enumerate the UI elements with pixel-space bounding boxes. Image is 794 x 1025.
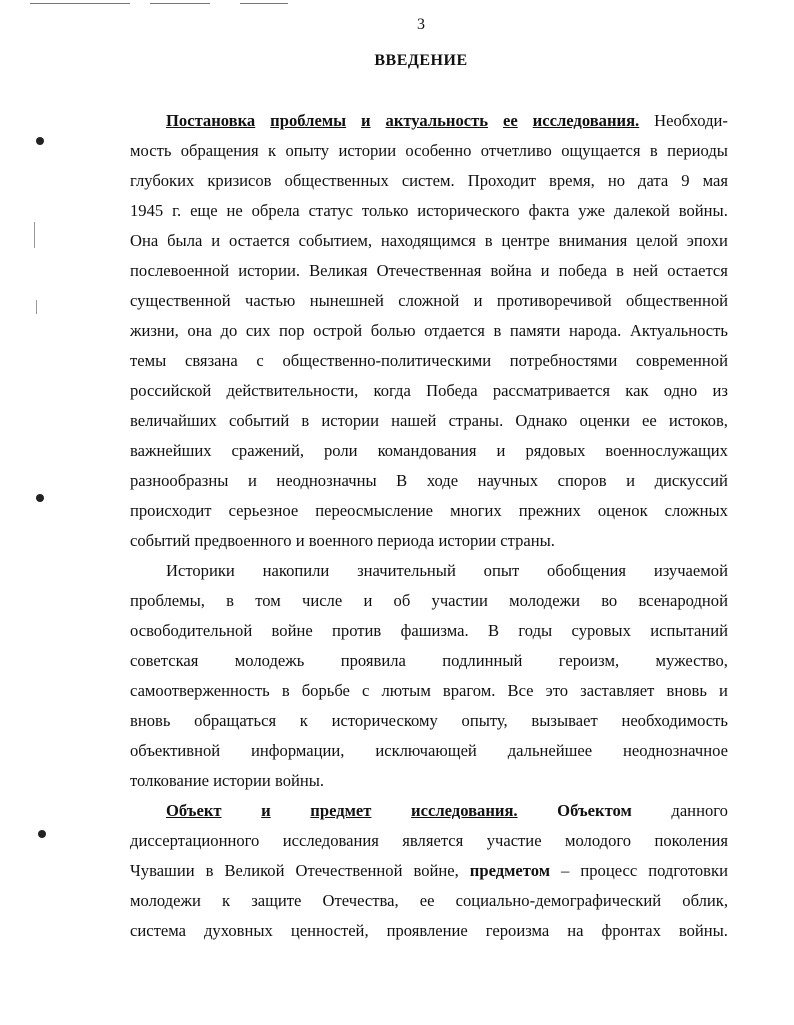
word: многих: [450, 501, 502, 520]
word: только: [361, 201, 409, 220]
word: вызывает: [531, 711, 598, 730]
word: и: [496, 441, 506, 460]
word: ее: [503, 111, 518, 130]
word: опыту,: [461, 711, 508, 730]
word: подлинный: [442, 651, 523, 670]
word: истории.: [238, 261, 300, 280]
word: –: [561, 861, 570, 880]
text-line: [130, 256, 728, 286]
word: жизни,: [130, 321, 179, 340]
word: подготовки: [648, 861, 728, 880]
text-line: [130, 766, 728, 796]
binder-hole: [36, 137, 44, 145]
text-line: [130, 616, 728, 646]
word: и: [211, 231, 221, 250]
text-line: [130, 496, 728, 526]
text-line: [130, 856, 728, 886]
word: глубоких: [130, 171, 195, 190]
word: была: [167, 231, 203, 250]
word: нынешней: [309, 291, 384, 310]
word: споров: [557, 471, 607, 490]
word: Чувашии: [130, 861, 195, 880]
word: Великая: [309, 261, 368, 280]
word: против: [332, 621, 382, 640]
word: изучаемой: [653, 561, 728, 580]
word: ходе: [426, 471, 459, 490]
word: в: [616, 261, 624, 280]
word: истории: [213, 771, 271, 790]
word: освободительной: [130, 621, 253, 640]
word: страны.: [500, 531, 555, 550]
word: в: [301, 411, 310, 430]
word: с: [362, 681, 370, 700]
word: 9: [681, 171, 690, 190]
word: существенной: [130, 291, 231, 310]
word: г.: [172, 201, 182, 220]
word: командования: [377, 441, 477, 460]
word: толкование: [130, 771, 210, 790]
word: происходит: [130, 501, 212, 520]
word: российской: [130, 381, 212, 400]
word: актуальность: [385, 111, 489, 130]
word: во: [601, 591, 618, 610]
word: Отечества,: [322, 891, 399, 910]
word: одно: [663, 381, 698, 400]
word: дискуссий: [654, 471, 728, 490]
word: исключающей: [375, 741, 477, 760]
word: сложной: [398, 291, 460, 310]
text-line: [130, 226, 728, 256]
word: послевоенной: [130, 261, 230, 280]
word: роли: [324, 441, 358, 460]
text-line: [130, 436, 728, 466]
word: периоды: [667, 141, 728, 160]
word: опыт: [483, 561, 520, 580]
word: молодежь: [234, 651, 305, 670]
scan-edge-line: [150, 3, 210, 4]
text-line: [130, 826, 728, 856]
word: борьбе: [301, 681, 350, 700]
text-line: [130, 586, 728, 616]
scan-edge-line: [240, 3, 288, 4]
word: в: [649, 141, 658, 160]
text-line: [130, 916, 728, 946]
word: противоречивой: [496, 291, 612, 310]
word: потребностями: [509, 351, 618, 370]
word: объективной: [130, 741, 221, 760]
word: исторического: [417, 201, 520, 220]
word: научных: [477, 471, 539, 490]
word: заставляет: [580, 681, 655, 700]
word: самоотверженность: [130, 681, 270, 700]
word: диссертационного: [130, 831, 260, 850]
word: исследования.: [532, 111, 640, 130]
word: дальнейшее: [507, 741, 593, 760]
word: факта: [528, 201, 570, 220]
text-line: [130, 646, 728, 676]
word: до: [220, 321, 238, 340]
word: рядовых: [525, 441, 586, 460]
word: участии: [431, 591, 488, 610]
word: сложных: [664, 501, 728, 520]
word: истории: [338, 141, 397, 160]
word: истории: [438, 531, 497, 550]
word: годы: [518, 621, 553, 640]
text-line: [130, 406, 728, 436]
word: острой: [313, 321, 363, 340]
word: в: [281, 681, 290, 700]
word: молодежи: [130, 891, 201, 910]
text-line: [130, 166, 728, 196]
scan-artifact: [34, 222, 35, 248]
word: событий: [228, 411, 290, 430]
word: советская: [130, 651, 199, 670]
word: с: [256, 351, 264, 370]
word: необходимость: [621, 711, 728, 730]
word: об: [393, 591, 411, 610]
word: мужество,: [655, 651, 728, 670]
text-line: [130, 286, 728, 316]
word: Историки: [166, 561, 235, 580]
text-line: [130, 376, 728, 406]
word: неоднозначное: [623, 741, 728, 760]
word: величайших: [130, 411, 217, 430]
text-line: [130, 886, 728, 916]
word: внимания: [558, 231, 628, 250]
word: еще: [190, 201, 218, 220]
word: военного: [308, 531, 374, 550]
word: мая: [702, 171, 728, 190]
word: значительный: [357, 561, 456, 580]
word: войне: [271, 621, 313, 640]
text-line: [130, 736, 728, 766]
word: суровых: [571, 621, 631, 640]
word: неоднозначны: [276, 471, 377, 490]
word: прежних: [518, 501, 581, 520]
word: важнейших: [130, 441, 212, 460]
word: общественных: [284, 171, 389, 190]
word: и: [719, 681, 728, 700]
word: молодого: [564, 831, 632, 850]
word: процесс: [580, 861, 638, 880]
word: исследования.: [411, 801, 518, 820]
word: и: [363, 591, 373, 610]
word: на: [567, 921, 584, 940]
word: оценок: [597, 501, 648, 520]
word: ней: [633, 261, 659, 280]
word: Она: [130, 231, 159, 250]
word: мость: [130, 141, 172, 160]
word: в: [205, 861, 214, 880]
word: войне,: [413, 861, 459, 880]
word: далекой: [613, 201, 670, 220]
word: социально-демографический: [455, 891, 662, 910]
word: информации,: [251, 741, 345, 760]
word: общественной: [626, 291, 728, 310]
word: победа: [558, 261, 607, 280]
word: уже: [578, 201, 605, 220]
word: том: [255, 591, 281, 610]
text-line: [130, 346, 728, 376]
word: обращения: [180, 141, 259, 160]
word: проявила: [340, 651, 406, 670]
word: истоков,: [668, 411, 728, 430]
text-line: [130, 106, 728, 136]
word: остается: [229, 231, 290, 250]
word: и: [626, 471, 636, 490]
word: из: [712, 381, 728, 400]
word: отчетливо: [480, 141, 552, 160]
word: связана: [184, 351, 238, 370]
word: сих: [245, 321, 271, 340]
word: нашей: [391, 411, 437, 430]
word: и: [261, 801, 271, 820]
word: в: [484, 231, 493, 250]
scan-artifact: [36, 300, 37, 314]
word: Все: [507, 681, 534, 700]
word: общественно-политическими: [282, 351, 492, 370]
word: В: [396, 471, 408, 490]
word: обрела: [251, 201, 300, 220]
word: истории: [321, 411, 379, 430]
text-line: [130, 706, 728, 736]
word: она: [187, 321, 212, 340]
word: но: [607, 171, 625, 190]
word: к: [268, 141, 277, 160]
word: Великой: [224, 861, 285, 880]
word: числе: [301, 591, 343, 610]
word: Однако: [515, 411, 568, 430]
word: современной: [636, 351, 728, 370]
word: Проходит: [467, 171, 536, 190]
word: к: [299, 711, 308, 730]
word: В: [487, 621, 500, 640]
word: вновь: [666, 681, 707, 700]
word: отдается: [424, 321, 485, 340]
word: 1945: [130, 201, 164, 220]
word: дата: [638, 171, 669, 190]
word: проявление: [386, 921, 468, 940]
word: обращаться: [194, 711, 277, 730]
word: болью: [370, 321, 416, 340]
word: ее: [642, 411, 657, 430]
word: фашизма.: [400, 621, 469, 640]
word: серьезное: [228, 501, 299, 520]
word: остается: [667, 261, 728, 280]
word: эпохи: [686, 231, 728, 250]
word: в: [493, 321, 502, 340]
word: событий: [130, 531, 191, 550]
word: пор: [279, 321, 305, 340]
word: когда: [373, 381, 411, 400]
word: лютым: [381, 681, 431, 700]
binder-hole: [38, 830, 46, 838]
word: особенно: [405, 141, 472, 160]
body-text: [130, 106, 728, 946]
word: война: [490, 261, 532, 280]
word: и: [540, 261, 550, 280]
word: исследования: [282, 831, 379, 850]
word: ее: [419, 891, 435, 910]
word: участие: [486, 831, 542, 850]
text-line: [130, 676, 728, 706]
word: народа.: [568, 321, 622, 340]
word: войны.: [274, 771, 325, 790]
word: молодежи: [509, 591, 580, 610]
word: страны.: [448, 411, 504, 430]
text-line: [130, 466, 728, 496]
word: врагом.: [442, 681, 496, 700]
word: всенародной: [638, 591, 728, 610]
word: не: [226, 201, 243, 220]
word: ценностей,: [290, 921, 369, 940]
word: военнослужащих: [605, 441, 728, 460]
word: войны.: [678, 201, 728, 220]
word: и: [295, 531, 305, 550]
word: фронтах: [601, 921, 661, 940]
word: проблемы,: [130, 591, 205, 610]
word: переосмысление: [315, 501, 434, 520]
word: находящимся: [380, 231, 476, 250]
text-line: [130, 526, 728, 556]
word: систем.: [401, 171, 455, 190]
word: памяти: [509, 321, 561, 340]
word: кризисов: [207, 171, 272, 190]
word: темы: [130, 351, 167, 370]
word: и: [361, 111, 371, 130]
word: Победа: [426, 381, 478, 400]
word: Отечественная: [376, 261, 482, 280]
word: поколения: [654, 831, 728, 850]
word: оценки: [579, 411, 630, 430]
word: и: [247, 471, 257, 490]
word: статус: [308, 201, 354, 220]
text-line: [130, 196, 728, 226]
word: данного: [671, 801, 728, 820]
word: является: [402, 831, 464, 850]
word: частью: [245, 291, 296, 310]
word: как: [625, 381, 649, 400]
word: Объектом: [557, 801, 632, 820]
word: разнообразны: [130, 471, 229, 490]
text-line: [130, 316, 728, 346]
word: опыту: [285, 141, 330, 160]
word: действительности,: [226, 381, 359, 400]
scan-edge-line: [30, 3, 130, 4]
word: и: [473, 291, 483, 310]
word: предвоенного: [194, 531, 292, 550]
word: событием,: [298, 231, 372, 250]
text-line: [130, 556, 728, 586]
word: облик,: [682, 891, 728, 910]
word: испытаний: [650, 621, 728, 640]
word: сражений,: [231, 441, 304, 460]
word: героизм,: [558, 651, 620, 670]
word: вновь: [130, 711, 171, 730]
word: время,: [549, 171, 595, 190]
word: накопили: [262, 561, 330, 580]
word: Необходи-: [654, 111, 728, 130]
word: войны.: [678, 921, 728, 940]
word: историческому: [331, 711, 438, 730]
page-title: ВВЕДЕНИЕ: [374, 52, 468, 69]
word: это: [545, 681, 569, 700]
word: обобщения: [547, 561, 627, 580]
word: в: [226, 591, 235, 610]
page-number: 3: [417, 16, 425, 33]
word: периода: [377, 531, 435, 550]
word: к: [221, 891, 231, 910]
text-line: [130, 136, 728, 166]
binder-hole: [36, 494, 44, 502]
word: центре: [501, 231, 550, 250]
text-line: [130, 796, 728, 826]
word: защите: [251, 891, 302, 910]
word: рассматривается: [492, 381, 610, 400]
word: Актуальность: [629, 321, 728, 340]
word: предмет: [310, 801, 372, 820]
word: предметом: [469, 861, 551, 880]
word: духовных: [203, 921, 273, 940]
word: система: [130, 921, 186, 940]
word: Отечественной: [295, 861, 403, 880]
word: Постановка: [166, 111, 256, 130]
word: проблемы: [270, 111, 347, 130]
word: героизма: [485, 921, 550, 940]
word: Объект: [166, 801, 222, 820]
word: ощущается: [561, 141, 641, 160]
word: целой: [636, 231, 678, 250]
